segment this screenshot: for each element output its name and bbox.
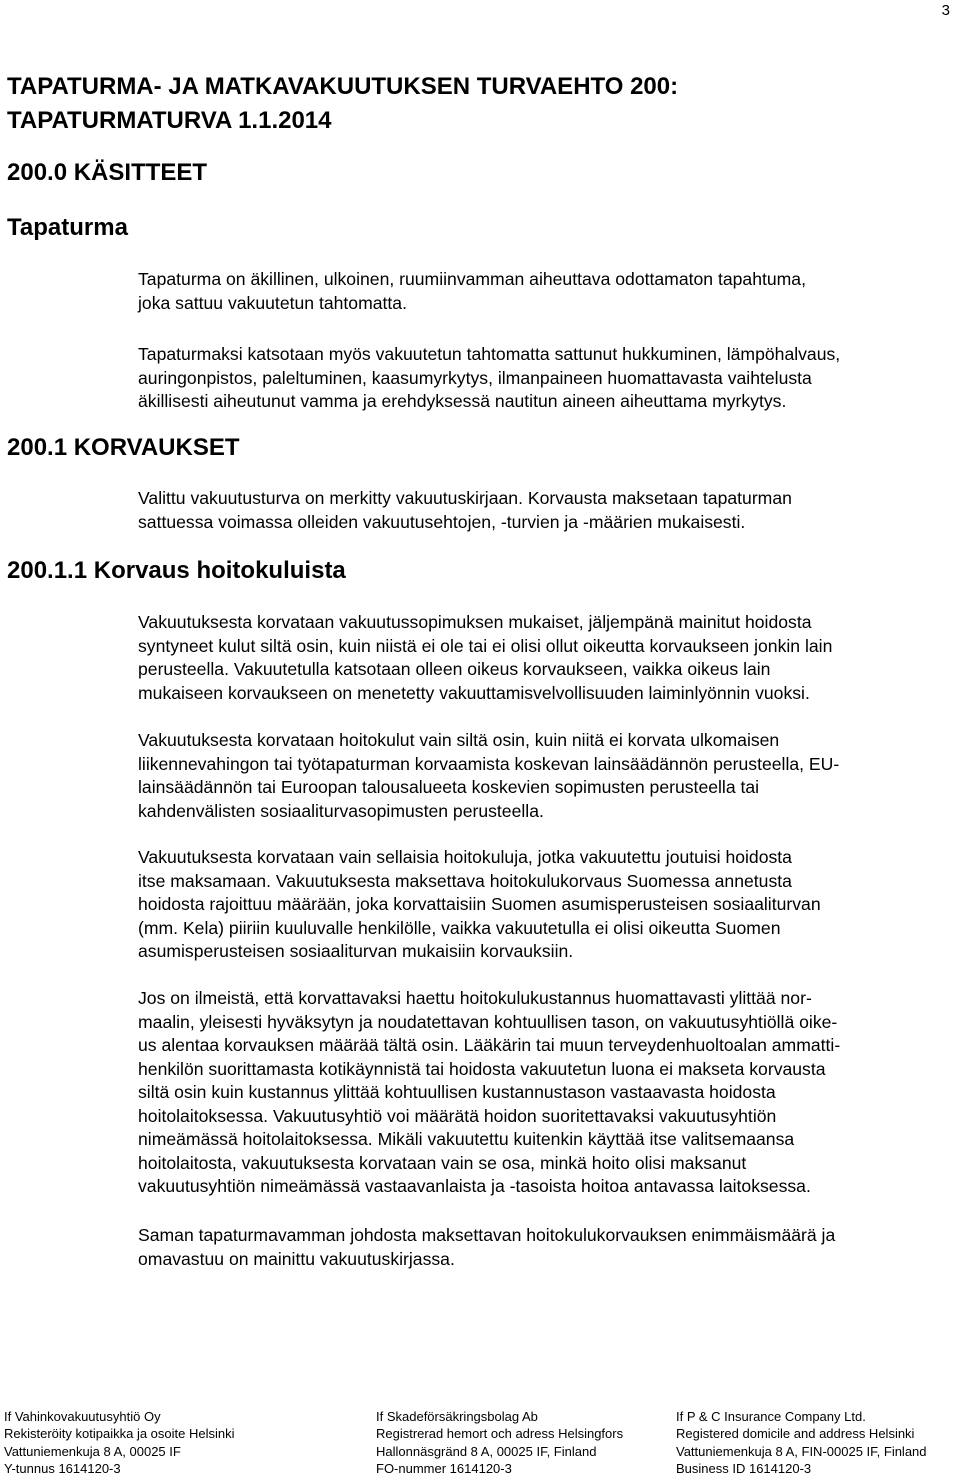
paragraph-hoitokulut-3: Vakuutuksesta korvataan vain sellaisia hoitokuluja, jotka vakuutettu joutuisi hoidosta itse maksamaan. Vakuutuksesta maksettava hoitokulukorvaus Suomessa annetusta hoidosta rajoittuu määrään, joka korvattaisiin Suomen asumisperusteisen sosiaaliturvan (mm. Kela) piiriin kuuluvalle henkilölle, vaikka vakuutetulla ei olisi oikeutta Suomen asumisperusteisen sosiaaliturvan mukaisiin korvauksiin.: [138, 847, 821, 961]
paragraph-hoitokulut-4: Jos on ilmeistä, että korvattavaksi haettu hoitokulukustannus huomattavasti ylittää nor- maalin, yleisesti hyväksytyn ja noudatettavan kohtuullisen tason, on vakuutusyhtiöllä oike- us alentaa korvauksen määrää tältä osin. Lääkärin tai muun terveydenhuoltoalan ammatti- henkilön suorittamasta kotikäynnistä tai hoidosta vakuutetun luona ei makseta korvausta siltä osin kuin kustannus ylittää kohtuullisen kustannustason vastaavasta hoidosta hoitolaitoksessa. Vakuutusyhtiö voi määrätä hoidon suoritettavaksi vakuutusyhtiön nimeämässä hoitolaitoksessa. Mikäli vakuutettu kuitenkin käyttää itse valitsemaansa hoitolaitosta, vakuutuksesta korvataan vain se osa, minkä hoito olisi maksanut vakuutusyhtiön nimeämässä vastaavanlaista ja -tasoista hoitoa antavassa laitoksessa.: [138, 988, 841, 1196]
document-title-line-1: TAPATURMA- JA MATKAVAKUUTUKSEN TURVAEHTO 200:: [7, 73, 679, 100]
section-heading-kasitteet: 200.0 KÄSITTEET: [7, 159, 208, 186]
paragraph-tapaturma-definition: Tapaturma on äkillinen, ulkoinen, ruumiinvamman aiheuttava odottamaton tapahtuma, joka sattuu vakuutetun tahtomatta.: [138, 269, 806, 313]
subheading-korvaus-hoitokuluista: 200.1.1 Korvaus hoitokuluista: [7, 557, 346, 584]
paragraph-tapaturma-extensions: Tapaturmaksi katsotaan myös vakuutetun tahtomatta sattunut hukkuminen, lämpöhalvaus, auringonpistos, paleltuminen, kaasumyrkytys, ilmanpaineen huomattavasta vaihtelusta äkillisesti aiheutunut vamma ja erehdyksessä nautitun aineen aiheuttama myrkytys.: [138, 344, 841, 411]
paragraph-hoitokulut-5: Saman tapaturmavamman johdosta maksettavan hoitokulukorvauksen enimmäismäärä ja omavastuu on mainittu vakuutuskirjassa.: [138, 1225, 836, 1269]
section-heading-korvaukset: 200.1 KORVAUKSET: [7, 434, 240, 461]
footer-company-sv: If Skadeförsäkringsbolag Ab Registrerad hemort och adress Helsingfors Hallonnäsgränd 8 A, 00025 IF, Finland FO-nummer 1614120-3: [376, 1409, 624, 1477]
paragraph-hoitokulut-1: Vakuutuksesta korvataan vakuutussopimuksen mukaiset, jäljempänä mainitut hoidosta syntyneet kulut siltä osin, kuin niistä ei ole tai ei olisi ollut oikeutta korvaukseen jonkin lain perusteella. Vakuutetulla katsotaan olleen oikeus korvaukseen, vaikka oikeus lain mukaiseen korvaukseen on menetetty vakuuttamisvelvollisuuden laiminlyönnin vuoksi.: [138, 612, 833, 703]
page-number: 3: [941, 2, 950, 19]
page-footer: [0, 1408, 960, 1478]
paragraph-hoitokulut-2: Vakuutuksesta korvataan hoitokulut vain siltä osin, kuin niitä ei korvata ulkomaisen liikennevahingon tai työtapaturman korvaamista koskevan lainsäädännön perusteella, EU- lainsäädännön tai Euroopan talousalueeta koskevien sopimusten perusteella tai kahdenvälisten sosiaaliturvasopimusten perusteella.: [138, 730, 840, 821]
footer-company-fi: If Vahinkovakuutusyhtiö Oy Rekisteröity kotipaikka ja osoite Helsinki Vattuniemenkuja 8 A, 00025 IF Y-tunnus 1614120-3: [4, 1409, 235, 1477]
document-title: [7, 70, 678, 138]
footer-company-en: If P & C Insurance Company Ltd. Registered domicile and address Helsinki Vattuniemenkuja 8 A, FIN-00025 IF, Finland Business ID 1614120-3: [676, 1409, 927, 1477]
paragraph-korvaukset: Valittu vakuutusturva on merkitty vakuutuskirjaan. Korvausta maksetaan tapaturman sattuessa voimassa olleiden vakuutusehtojen, -turvien ja -määrien mukaisesti.: [138, 488, 792, 532]
document-title-line-2: TAPATURMATURVA 1.1.2014: [7, 107, 332, 134]
subheading-tapaturma: Tapaturma: [7, 214, 128, 241]
